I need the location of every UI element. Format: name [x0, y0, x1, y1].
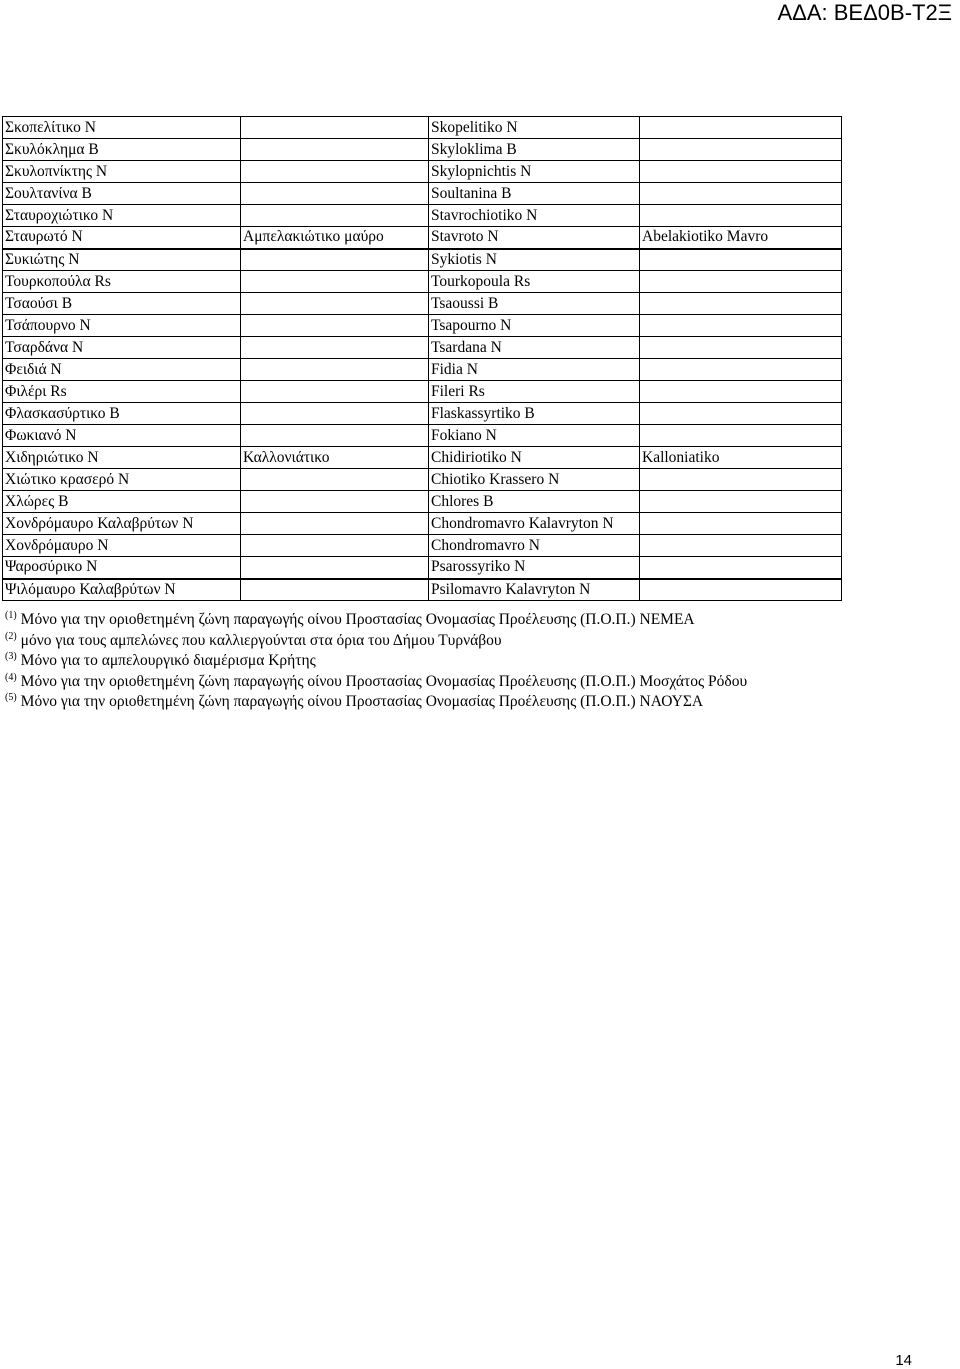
- table-row: [3, 381, 842, 403]
- greek-name-cell: Χονδρόμαυρο Ν: [3, 535, 241, 557]
- footnote-mark: (4): [5, 671, 17, 683]
- latin-synonym-cell: [640, 337, 842, 359]
- footnote-mark: (2): [5, 630, 17, 642]
- greek-synonym-cell: [241, 315, 429, 337]
- greek-name-cell: Σκυλόκλημα Β: [3, 139, 241, 161]
- table-row: [3, 139, 842, 161]
- latin-synonym-cell: [640, 469, 842, 491]
- greek-synonym-cell: [241, 513, 429, 535]
- greek-synonym-cell: [241, 359, 429, 381]
- greek-synonym-cell: [241, 249, 429, 271]
- footnote-mark: (5): [5, 692, 17, 703]
- table-row: [3, 227, 842, 249]
- greek-name-cell: Σκυλοπνίκτης Ν: [3, 161, 241, 183]
- greek-synonym-cell: [241, 337, 429, 359]
- latin-name-cell: Flaskassyrtiko B: [429, 403, 640, 425]
- greek-name-cell: Χονδρόμαυρο Καλαβρύτων Ν: [3, 513, 241, 535]
- greek-name-cell: Σκοπελίτικο Ν: [3, 117, 241, 139]
- greek-synonym-cell: [241, 161, 429, 183]
- latin-name-cell: Stavrochiotiko N: [429, 205, 640, 227]
- latin-name-cell: Skopelitiko N: [429, 117, 640, 139]
- latin-name-cell: Tsapourno N: [429, 315, 640, 337]
- latin-synonym-cell: [640, 425, 842, 447]
- latin-synonym-cell: [640, 513, 842, 535]
- greek-name-cell: Τσάπουρνο Ν: [3, 315, 241, 337]
- table-row: [3, 535, 842, 557]
- table-row: [3, 557, 842, 579]
- latin-synonym-cell: [640, 381, 842, 403]
- greek-synonym-cell: Καλλονιάτικο: [241, 447, 429, 469]
- latin-synonym-cell: [640, 535, 842, 557]
- page-number: 14: [895, 1352, 912, 1369]
- table-row: [3, 491, 842, 513]
- latin-name-cell: Fokiano N: [429, 425, 640, 447]
- greek-synonym-cell: [241, 491, 429, 513]
- greek-synonym-cell: [241, 205, 429, 227]
- greek-name-cell: Σουλτανίνα Β: [3, 183, 241, 205]
- greek-name-cell: Συκιώτης Ν: [3, 249, 241, 271]
- greek-name-cell: Σταυροχιώτικο Ν: [3, 205, 241, 227]
- latin-name-cell: Chlores B: [429, 491, 640, 513]
- table-row: [3, 337, 842, 359]
- greek-synonym-cell: Αμπελακιώτικο μαύρο: [241, 227, 429, 249]
- greek-synonym-cell: [241, 183, 429, 205]
- greek-synonym-cell: [241, 469, 429, 491]
- latin-synonym-cell: [640, 403, 842, 425]
- latin-synonym-cell: [640, 315, 842, 337]
- latin-synonym-cell: [640, 183, 842, 205]
- footnote-mark: (1): [5, 610, 17, 621]
- greek-name-cell: Χλώρες Β: [3, 491, 241, 513]
- latin-name-cell: Psarossyriko N: [429, 557, 640, 579]
- latin-name-cell: Chondromavro N: [429, 535, 640, 557]
- latin-synonym-cell: [640, 205, 842, 227]
- table-body: [3, 117, 842, 601]
- ada-code: ΑΔΑ: ΒΕΔ0Β-Τ2Ξ: [777, 0, 952, 25]
- greek-synonym-cell: [241, 381, 429, 403]
- latin-name-cell: Psilomavro Kalavryton N: [429, 579, 640, 601]
- table-row: [3, 513, 842, 535]
- latin-name-cell: Soultanina B: [429, 183, 640, 205]
- footnote-text: Μόνο για την οριοθετημένη ζώνη παραγωγής οίνου Προστασίας Ονομασίας Προέλευσης (Π.Ο.Π.) ΝΕΜΕΑ: [20, 611, 695, 628]
- latin-synonym-cell: [640, 139, 842, 161]
- grape-varieties-table: [2, 116, 842, 601]
- footnote-text: μόνο για τους αμπελώνες που καλλιεργούνται στα όρια του Δήμου Τυρνάβου: [20, 631, 502, 649]
- latin-synonym-cell: [640, 557, 842, 579]
- greek-synonym-cell: [241, 293, 429, 315]
- greek-name-cell: Τσαρδάνα Ν: [3, 337, 241, 359]
- table-row: [3, 271, 842, 293]
- latin-synonym-cell: [640, 293, 842, 315]
- latin-name-cell: Tsardana N: [429, 337, 640, 359]
- footnote: [5, 672, 955, 693]
- latin-name-cell: Skyloklima B: [429, 139, 640, 161]
- latin-name-cell: Tourkopoula Rs: [429, 271, 640, 293]
- footnote: [5, 651, 955, 672]
- latin-name-cell: Fileri Rs: [429, 381, 640, 403]
- latin-synonym-cell: [640, 579, 842, 601]
- table-row: [3, 359, 842, 381]
- latin-synonym-cell: [640, 491, 842, 513]
- greek-name-cell: Φλασκασύρτικο Β: [3, 403, 241, 425]
- footnote-text: Μόνο για την οριοθετημένη ζώνη παραγωγής οίνου Προστασίας Ονομασίας Προέλευσης (Π.Ο.Π.) Μοσχάτος Ρόδου: [20, 672, 748, 690]
- footnote-mark: (3): [5, 651, 17, 662]
- greek-name-cell: Χιδηριώτικο Ν: [3, 447, 241, 469]
- table-row: [3, 469, 842, 491]
- greek-name-cell: Φιλέρι Rs: [3, 381, 241, 403]
- greek-name-cell: Φωκιανό Ν: [3, 425, 241, 447]
- latin-synonym-cell: [640, 249, 842, 271]
- latin-name-cell: Chondromavro Kalavryton N: [429, 513, 640, 535]
- footnotes: [5, 610, 955, 713]
- table-row: [3, 249, 842, 271]
- greek-name-cell: Χιώτικο κρασερό Ν: [3, 469, 241, 491]
- latin-name-cell: Chiotiko Krassero N: [429, 469, 640, 491]
- footnote: [5, 692, 955, 713]
- table-row: [3, 315, 842, 337]
- table-row: [3, 161, 842, 183]
- table-row: [3, 117, 842, 139]
- latin-synonym-cell: [640, 359, 842, 381]
- latin-synonym-cell: Abelakiotiko Mavro: [640, 227, 842, 249]
- latin-name-cell: Stavroto N: [429, 227, 640, 249]
- greek-name-cell: Ψαροσύρικο Ν: [3, 557, 241, 579]
- greek-synonym-cell: [241, 117, 429, 139]
- table-row: [3, 205, 842, 227]
- greek-synonym-cell: [241, 271, 429, 293]
- greek-name-cell: Τσαούσι Β: [3, 293, 241, 315]
- latin-name-cell: Chidiriotiko N: [429, 447, 640, 469]
- latin-name-cell: Skylopnichtis N: [429, 161, 640, 183]
- greek-synonym-cell: [241, 579, 429, 601]
- greek-name-cell: Φειδιά Ν: [3, 359, 241, 381]
- greek-synonym-cell: [241, 425, 429, 447]
- footnote: [5, 631, 955, 652]
- latin-synonym-cell: [640, 271, 842, 293]
- table-row: [3, 579, 842, 601]
- table-row: [3, 425, 842, 447]
- table-row: [3, 403, 842, 425]
- greek-synonym-cell: [241, 403, 429, 425]
- table-row: [3, 447, 842, 469]
- greek-synonym-cell: [241, 557, 429, 579]
- greek-name-cell: Ψιλόμαυρο Καλαβρύτων Ν: [3, 579, 241, 601]
- latin-name-cell: Tsaoussi B: [429, 293, 640, 315]
- greek-synonym-cell: [241, 139, 429, 161]
- latin-name-cell: Sykiotis N: [429, 249, 640, 271]
- latin-name-cell: Fidia N: [429, 359, 640, 381]
- latin-synonym-cell: Kalloniatiko: [640, 447, 842, 469]
- table-row: [3, 183, 842, 205]
- greek-name-cell: Τουρκοπούλα Rs: [3, 271, 241, 293]
- latin-synonym-cell: [640, 161, 842, 183]
- table-row: [3, 293, 842, 315]
- latin-synonym-cell: [640, 117, 842, 139]
- footnote-text: Μόνο για την οριοθετημένη ζώνη παραγωγής οίνου Προστασίας Ονομασίας Προέλευσης (Π.Ο.Π.) ΝΑΟΥΣΑ: [20, 693, 704, 710]
- greek-name-cell: Σταυρωτό Ν: [3, 227, 241, 249]
- footnote-text: Μόνο για το αμπελουργικό διαμέρισμα Κρήτης: [20, 652, 316, 669]
- footnote: [5, 610, 955, 631]
- greek-synonym-cell: [241, 535, 429, 557]
